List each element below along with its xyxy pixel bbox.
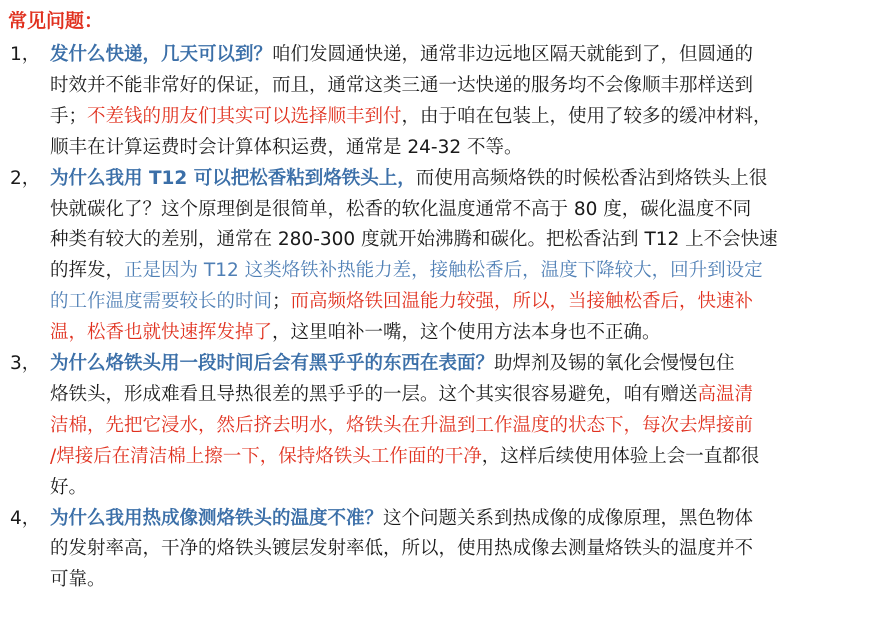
- faq-answer-text: 的工作温度需要较长的时间: [50, 291, 273, 313]
- faq-item-line: [50, 318, 886, 348]
- faq-item-line: [50, 380, 886, 410]
- faq-item-line: [50, 133, 886, 163]
- faq-item-number: 2，: [10, 167, 41, 189]
- faq-question: 发什么快递，几天可以到？: [50, 44, 273, 65]
- faq-question: 为什么我用 T12 可以把松香粘到烙铁头上，: [50, 167, 416, 189]
- faq-item-line: [50, 473, 886, 503]
- faq-item-line: [50, 349, 886, 379]
- faq-answer-text: 可靠。: [50, 569, 106, 591]
- faq-item-line: [50, 565, 886, 595]
- faq-answer-text: 烙铁头，形成难看且导热很差的黑乎乎的一层。这个其实很容易避免，咱有赠送: [50, 383, 698, 405]
- faq-item-line: [50, 164, 886, 194]
- faq-answer-text: 手；: [50, 105, 88, 127]
- faq-answer-text: ，这样后续使用体验上会一直都很: [481, 445, 760, 467]
- faq-item-line: [50, 256, 886, 286]
- faq-item-number: 4，: [10, 507, 41, 529]
- faq-answer-text: 顺丰在计算运费时会计算体积运费，通常是 24-32 不等。: [50, 136, 523, 158]
- faq-answer-text: ，由于咱在包装上，使用了较多的缓冲材料，: [401, 105, 772, 127]
- faq-answer-text: 高温清: [697, 383, 754, 405]
- faq-answer-text: 不差钱的朋友们其实可以选择顺丰到付: [87, 105, 402, 127]
- faq-item-line: [50, 287, 886, 317]
- faq-item-line: [50, 40, 886, 70]
- faq-item-line: [50, 225, 886, 255]
- faq-item-line: [50, 411, 886, 441]
- faq-answer-text: 好。: [50, 476, 88, 498]
- faq-answer-text: /焊接后在清洁棉上擦一下，保持烙铁头工作面的干净: [50, 445, 482, 467]
- faq-answer-text: 助焊剂及锡的氧化会慢慢包住: [494, 353, 735, 374]
- faq-answer-text: ；: [272, 291, 291, 313]
- faq-answer-text: ，这里咱补一嘴，这个使用方法本身也不正确。: [272, 322, 661, 344]
- faq-item-line: [50, 442, 886, 472]
- faq-item-line: [50, 102, 886, 132]
- faq-answer-text: 洁棉，先把它浸水，然后挤去明水，烙铁头在升温到工作温度的状态下，每次去焊接前: [50, 414, 754, 436]
- faq-answer-text: 正是因为 T12 这类烙铁补热能力差，接触松香后，温度下降较大，回升到设定: [124, 260, 763, 282]
- faq-answer-text: 这个问题关系到热成像的成像原理，黑色物体: [383, 507, 754, 529]
- faq-answer-text: 而使用高频烙铁的时候松香沾到烙铁头上很: [415, 167, 768, 189]
- faq-answer-text: 时效并不能非常好的保证，而且，通常这类三通一达快递的服务均不会像顺丰那样送到: [50, 74, 754, 96]
- faq-answer-text: 种类有较大的差别，通常在 280-300 度就开始沸腾和碳化。把松香沾到 T12 上不会快速: [50, 229, 778, 251]
- faq-item-line: [50, 534, 886, 564]
- faq-answer-text: 咱们发圆通快递，通常非边远地区隔天就能到了，但圆通的: [272, 44, 754, 65]
- faq-answer-text: 而高频烙铁回温能力较强，所以，当接触松香后，快速补: [290, 291, 754, 313]
- faq-question: 为什么烙铁头用一段时间后会有黑乎乎的东西在表面？: [50, 353, 495, 374]
- faq-title: 常见问题：: [8, 10, 104, 32]
- faq-answer-text: 的发射率高，干净的烙铁头镀层发射率低，所以，使用热成像去测量烙铁头的温度并不: [50, 538, 754, 560]
- faq-answer-text: 的挥发，: [50, 260, 125, 282]
- faq-answer-text: 温，松香也就快速挥发掉了: [50, 322, 273, 344]
- faq-item-number: 1，: [10, 44, 41, 65]
- faq-item-line: [50, 195, 886, 225]
- faq-answer-text: 快就碳化了？这个原理倒是很简单，松香的软化温度通常不高于 80 度，碳化温度不同: [50, 198, 752, 220]
- faq-item-number: 3，: [10, 353, 41, 374]
- faq-item-line: [50, 504, 886, 534]
- faq-question: 为什么我用热成像测烙铁头的温度不准？: [50, 507, 384, 529]
- faq-item-line: [50, 71, 886, 101]
